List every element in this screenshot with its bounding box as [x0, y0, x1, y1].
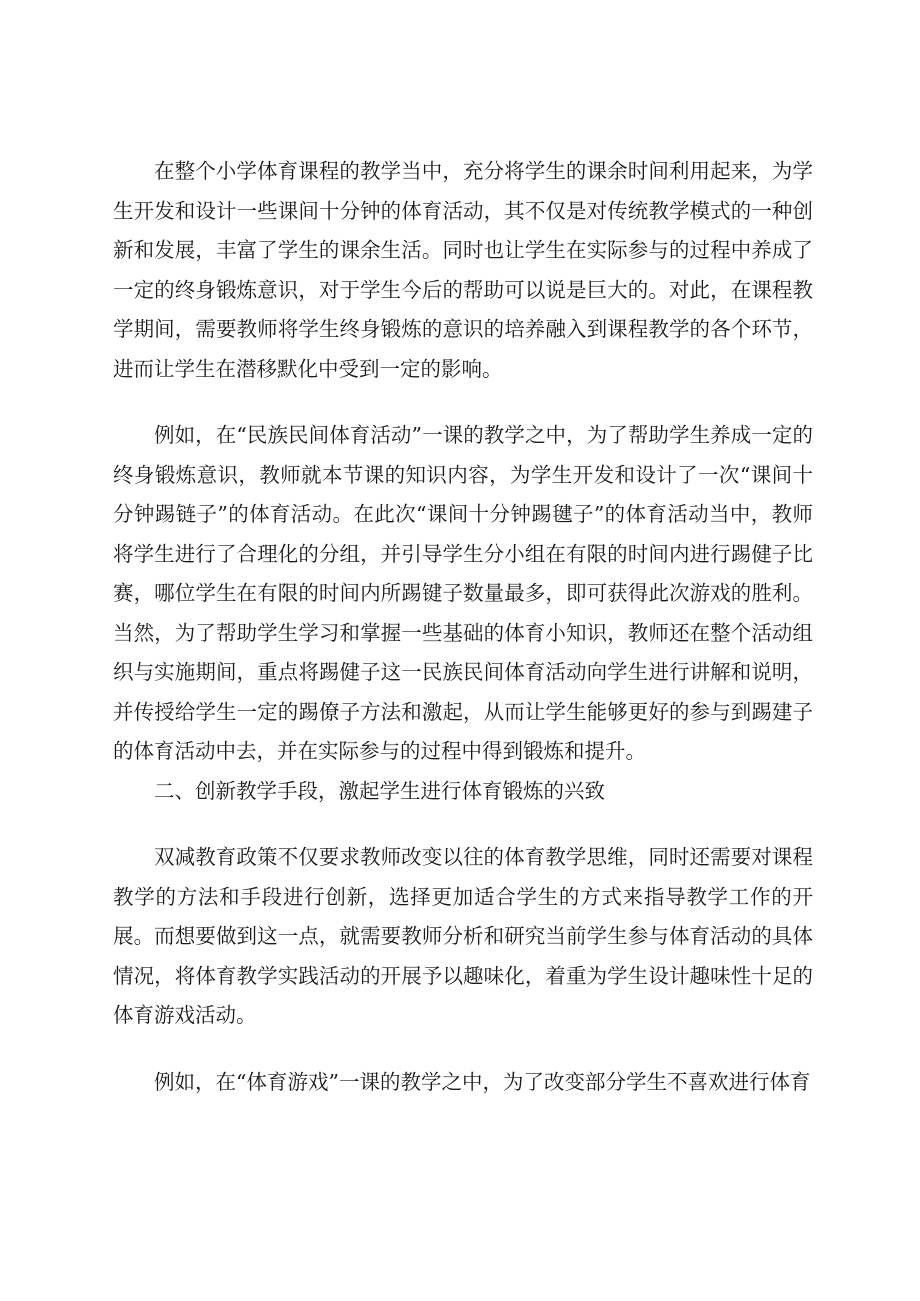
paragraph-2: 例如，在“民族民间体育活动”一课的教学之中，为了帮助学生养成一定的终身锻炼意识，教师就本节课的知识内容，为学生开发和设计了一次“课间十分钟踢链子”的体育活动。在此次“课间十分钟踢毽子”的体育活动当中，教师将学生进行了合理化的分组，并引导学生分小组在有限的时间内进行踢健子比赛，哪位学生在有限的时间内所踢键子数量最多，即可获得此次游戏的胜利。当然，为了帮助学生学习和掌握一些基础的体育小知识，教师还在整个活动组织与实施期间，重点将踢健子这一民族民间体育活动向学生进行讲解和说明，并传授给学生一定的踢僚子方法和激起，从而让学生能够更好的参与到踢建子的体育活动中去，并在实际参与的过程中得到锻炼和提升。 — [113, 423, 813, 763]
section-heading: 二、创新教学手段，激起学生进行体育锻炼的兴致 — [154, 778, 605, 803]
paragraph-4: 例如，在“体育游戏”一课的教学之中，为了改变部分学生不喜欢进行体育 — [154, 1069, 811, 1094]
document-body — [113, 152, 813, 1102]
paragraph-3: 双减教育政策不仅要求教师改变以往的体育教学思维，同时还需要对课程教学的方法和手段进行创新，选择更加适合学生的方式来指导教学工作的开展。而想要做到这一点，就需要教师分析和研究当前学生参与体育活动的具体情况，将体育教学实践活动的开展予以趣味化，着重为学生设计趣味性十足的体育游戏活动。 — [113, 845, 813, 1027]
paragraph-1: 在整个小学体育课程的教学当中，充分将学生的课余时间利用起来，为学生开发和设计一些课间十分钟的体育活动，其不仅是对传统教学模式的一种创新和发展，丰富了学生的课余生活。同时也让学生在实际参与的过程中养成了一定的终身锻炼意识，对于学生今后的帮助可以说是巨大的。对此，在课程教学期间，需要教师将学生终身锻炼的意识的培养融入到课程教学的各个环节，进而让学生在潜移默化中受到一定的影响。 — [113, 159, 813, 381]
